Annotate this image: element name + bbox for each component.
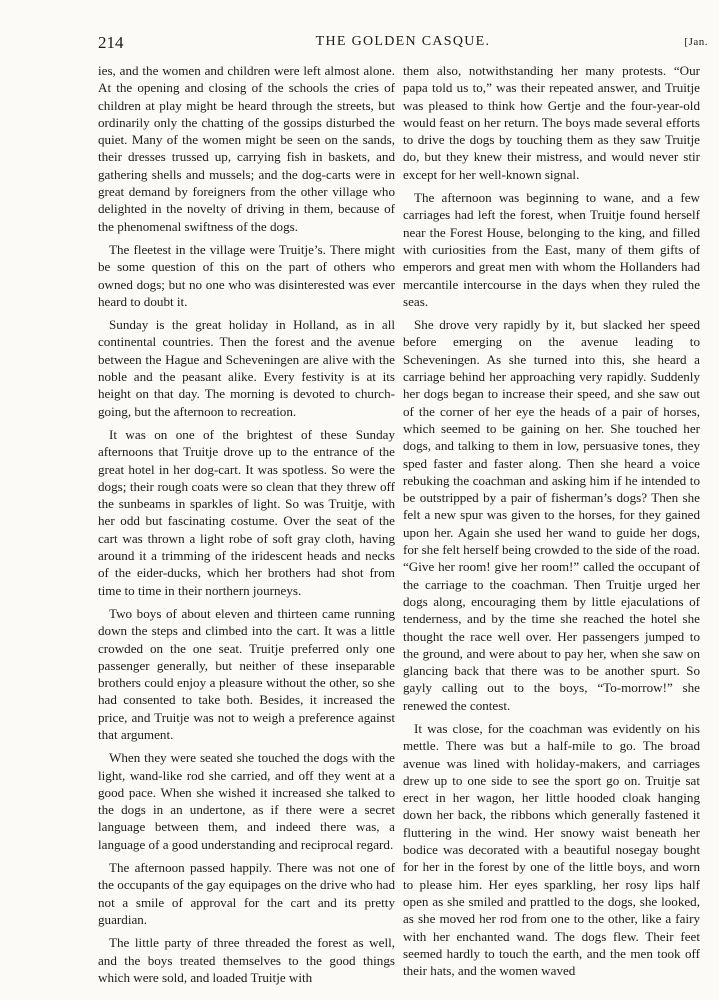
left-column	[98, 62, 395, 992]
paragraph: The afternoon was beginning to wane, and a few carriages had left the forest, when Truitje found herself near the Forest House, belonging to the king, and filled with curiosities from the East, many of them gifts of emperors and great men with whom the Hollanders had mercantile intercourse in the days when they ruled the seas.	[403, 190, 700, 309]
paragraph: It was close, for the coachman was evidently on his mettle. There was but a half-mile to go. The broad avenue was lined with holiday-makers, and carriages drew up to one side to see the sport go on. Truitje sat erect in her wagon, her little hooded cloak hanging down her back, the ribbons which generally fastened it fluttering in the wind. Her snowy waist beneath her bodice was decorated with a beautiful nosegay bought for her in the forest by one of the little boys, and worn to please him. Her eyes sparkling, her rosy lips half open as she smiled and prattled to the dogs, she looked, as she moved her rod from one to the other, like a fairy with her enchanted wand. The dogs flew. Their feet seemed hardly to touch the earth, and the men took off their hats, and the women waved	[403, 720, 700, 979]
page-number: 214	[98, 33, 124, 52]
running-title: THE GOLDEN CASQUE.	[315, 34, 491, 49]
running-header	[98, 33, 708, 55]
paragraph: The little party of three threaded the forest as well, and the boys treated themselves to the good things which were sold, and loaded Truitje with	[98, 935, 395, 985]
paragraph: Sunday is the great holiday in Holland, as in all continental countries. Then the forest and the avenue between the Hague and Scheveningen are alive with the noble and the peasant alike. Every festivity is at its height on that day. The morning is devoted to church-going, but the afternoon to recreation.	[98, 317, 395, 419]
paragraph: them also, notwithstanding her many protests. “Our papa told us to,” was their repeated answer, and Truitje was pleased to think how Gertje and the four-year-old would feast on her return. The boys made several efforts to drive the dogs by touching them as they saw Truitje do, but they knew their mistress, and would never stir except for her well-known signal.	[403, 63, 700, 182]
paragraph: When they were seated she touched the dogs with the light, wand-like rod she carried, and off they went at a good pace. When she wished it increased she talked to the dogs in an undertone, as if there were a secret language between them, and indeed there was, a language of a good understanding and reciprocal regard.	[98, 750, 395, 852]
paragraph: She drove very rapidly by it, but slacked her speed before emerging on the avenue leading to Scheveningen. As she turned into this, she heard a carriage behind her approaching very rapidly. Suddenly her dogs began to increase their speed, and she saw out of the corner of her eye the heads of a pair of horses, which seemed to be gaining on her. She touched her dogs, and talking to them in low, persuasive tones, they sped faster and faster along. Then she heard a voice rebuking the coachman and asking him if he intended to be outstripped by a pair of fisherman’s dogs? Then she felt a new spur was given to the horses, for they gained upon her. Again she used her wand to guide her dogs, for she felt herself being crowded to the side of the road. “Give her room! give her room!” called the occupant of the carriage to the coachman. Then Truitje urged her dogs along, encouraging them by little ejaculations of tenderness, and by the time she reached the hotel she thought the race well over. Her passengers jumped to the ground, and were about to pay her, when she saw on glancing back that there was to be another spurt. So gayly calling out to the boys, “To-morrow!” she renewed the contest.	[403, 317, 700, 713]
issue-month: [Jan.	[684, 36, 708, 48]
paragraph: Two boys of about eleven and thirteen came running down the steps and climbed into the cart. It was a little crowded on the one seat. Truitje preferred only one passenger generally, but neither of these inseparable brothers could enjoy a pleasure without the other, so she had consented to take both. Besides, it increased the price, and Truitje was not to weigh a preference against that argument.	[98, 605, 395, 742]
paragraph: The afternoon passed happily. There was not one of the occupants of the gay equipages on the drive who had not a smile of approval for the cart and its pretty guardian.	[98, 860, 395, 927]
paragraph: It was on one of the brightest of these Sunday afternoons that Truitje drove up to the entrance of the great hotel in her dog-cart. It was spotless. So were the dogs; their rough coats were so clean that they threw off the sunbeams in sparkles of light. So was Truitje, with her odd but fascinating costume. Over the seat of the cart was thrown a light robe of soft gray cloth, having around it a trimming of the iridescent heads and necks of the eider-ducks, which her brothers had shot from time to time in their northern journeys.	[98, 426, 395, 598]
right-column	[403, 62, 700, 985]
paragraph: The fleetest in the village were Truitje’s. There might be some question of this on the part of others who owned dogs; but no one who was disinterested was ever heard to doubt it.	[98, 241, 395, 309]
paragraph: ies, and the women and children were left almost alone. At the opening and closing of the schools the cries of children at play might be heard through the streets, but ordinarily only the chatting of the gossips disturbed the quiet. Many of the women might be seen on the sands, their dresses trussed up, carrying fish in baskets, and gathering shells and mussels; and the dog-carts were in great demand by foreigners from the other village who delighted in the novelty of driving in them, because of the phenomenal swiftness of the dogs.	[98, 63, 395, 234]
